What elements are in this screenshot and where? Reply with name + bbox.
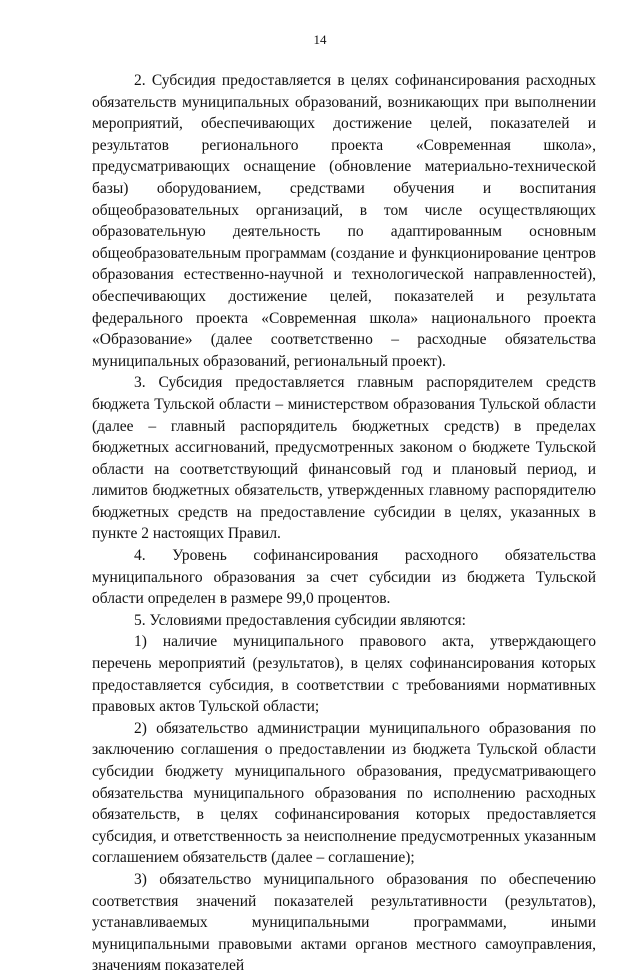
condition-3: 3) обязательство муниципального образования по обеспечению соответствия значений показателей результативности (результатов), устанавливаемых муниципальными программами, иными муниципальными правовыми актами органов местного самоуправления, значениям показателей — [92, 870, 596, 975]
document-body — [92, 70, 596, 977]
paragraph-item-4: 4. Уровень софинансирования расходного обязательства муниципального образования за счет субсидии из бюджета Тульской области определен в размере 99,0 процентов. — [92, 547, 596, 608]
paragraph-item-2: 2. Субсидия предоставляется в целях софинансирования расходных обязательств муниципальных образований, возникающих при выполнении мероприятий, обеспечивающих достижение целей, показателей и результатов регионального проекта «Современная школа», предусматривающих оснащение (обновление материально-технической базы) оборудованием, средствами обучения и воспитания общеобразовательных организаций, в том числе осуществляющих образовательную деятельность по адаптированным основным общеобразовательным программам (создание и функционирование центров образования естественно-научной и технологической направленностей), обеспечивающих достижение целей, показателей и результата федерального проекта «Современная школа» национального проекта «Образование» (далее соответственно – расходные обязательства муниципальных образований, региональный проект). — [92, 72, 596, 370]
paragraph-item-5-heading: 5. Условиями предоставления субсидии являются: — [134, 611, 466, 629]
condition-1: 1) наличие муниципального правового акта, утверждающего перечень мероприятий (результатов), в целях софинансирования которых предоставляется субсидия, в соответствии с требованиями нормативных правовых актов Тульской области; — [92, 633, 596, 716]
page-number: 14 — [313, 32, 327, 47]
paragraph-item-3: 3. Субсидия предоставляется главным распорядителем средств бюджета Тульской области – министерством образования Тульской области (далее – главный распорядитель бюджетных средств) в пределах бюджетных ассигнований, предусмотренных законом о бюджете Тульской области на соответствующий финансовый год и плановый период, и лимитов бюджетных обязательств, утвержденных главному распорядителю бюджетных средств на предоставление субсидии в целях, указанных в пункте 2 настоящих Правил. — [92, 374, 596, 543]
condition-2: 2) обязательство администрации муниципального образования по заключению соглашения о предоставлении из бюджета Тульской области субсидии бюджету муниципального образования, предусматривающего обязательства муниципального образования по исполнению расходных обязательств, в целях софинансирования которых предоставляется субсидия, и ответственность за неисполнение предусмотренных указанным соглашением обязательств (далее – соглашение); — [92, 719, 596, 867]
